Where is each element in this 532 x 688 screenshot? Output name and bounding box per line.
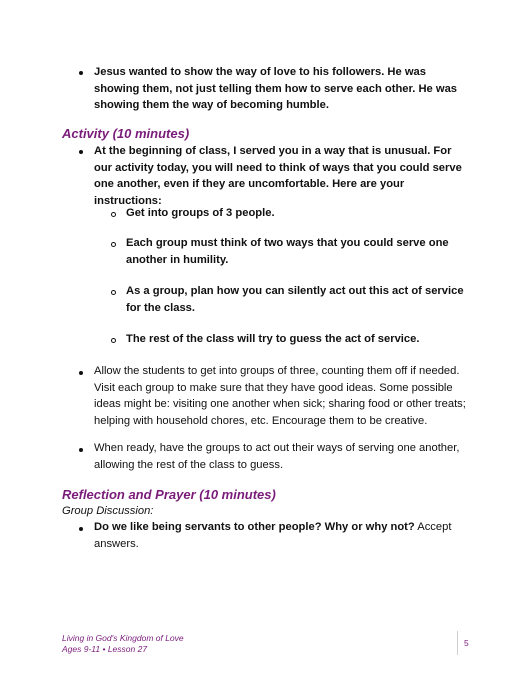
footer-course-title: Living in God's Kingdom of Love: [62, 633, 184, 643]
sub-bullet-icon: [111, 290, 116, 295]
reflection-heading: Reflection and Prayer (10 minutes): [62, 487, 276, 502]
activity-intro-text: At the beginning of class, I served you in a way that is unusual. For our activity today, you will need to think of ways that you could serve one another, even if they are uncomfortable. Here are your instructions:: [94, 145, 462, 207]
instruction-item: Get into groups of 3 people.: [126, 207, 275, 219]
page-number: 5: [464, 638, 469, 648]
activity-note-text: When ready, have the groups to act out their ways of serving one another, allowing the rest of the class to guess.: [94, 442, 460, 471]
discussion-question: [94, 519, 484, 552]
question-note: Accept answers.: [94, 521, 452, 550]
instruction-item: The rest of the class will try to guess the act of service.: [126, 333, 420, 345]
bullet-icon: [79, 527, 83, 531]
bullet-icon: [79, 71, 83, 75]
bullet-icon: [79, 150, 83, 154]
sub-bullet-icon: [111, 242, 116, 247]
instruction-item: As a group, plan how you can silently act out this act of service for the class.: [126, 285, 464, 314]
question-text: Do we like being servants to other people? Why or why not?: [94, 521, 415, 533]
footer-lesson-info: Ages 9-11 • Lesson 27: [62, 644, 148, 654]
group-discussion-label: Group Discussion:: [62, 505, 154, 517]
bullet-icon: [79, 448, 83, 452]
activity-note-text: Allow the students to get into groups of three, counting them off if needed. Visit each group to make sure that they have good ideas. Some possible ideas might be: visiting one another when sick; sharing food or other treats; helping with household chores, etc. Encourage them to be creative.: [94, 365, 466, 427]
sub-bullet-icon: [111, 338, 116, 343]
activity-heading: Activity (10 minutes): [62, 126, 190, 141]
instruction-item: Each group must think of two ways that you could serve one another in humility.: [126, 237, 449, 266]
sub-bullet-icon: [111, 212, 116, 217]
bullet-icon: [79, 371, 83, 375]
intro-bullet-text: Jesus wanted to show the way of love to his followers. He was showing them, not just telling them how to serve each other. He was showing them the way of becoming humble.: [94, 66, 458, 111]
footer-divider: [457, 631, 458, 655]
